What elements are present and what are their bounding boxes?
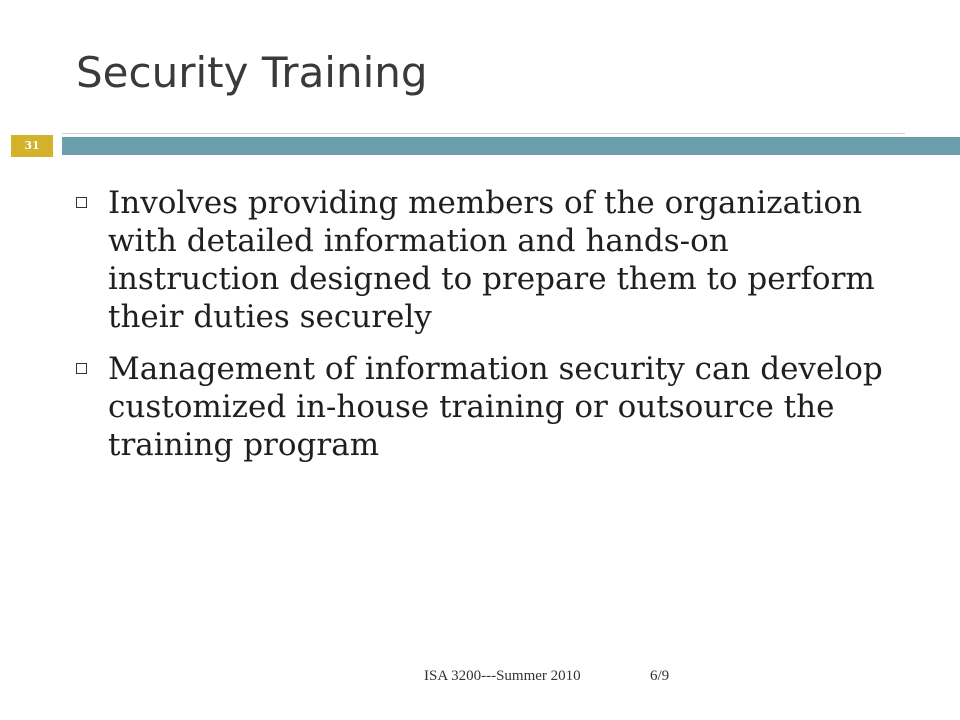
header-bar xyxy=(62,137,960,155)
bullet-item xyxy=(0,350,960,464)
footer-course: ISA 3200---Summer 2010 xyxy=(424,668,581,684)
footer-date: 6/9 xyxy=(650,668,670,684)
title-underline xyxy=(62,133,905,134)
bullet-text: Involves providing members of the organization with detailed information and hands-on instruction designed to prepare them to perform their duties securely xyxy=(108,185,875,335)
square-bullet-icon xyxy=(76,363,87,374)
bullet-item xyxy=(0,184,960,336)
slide-number-badge: 31 xyxy=(11,135,53,157)
slide-title: Security Training xyxy=(76,48,428,97)
square-bullet-icon xyxy=(76,197,87,208)
bullet-text: Management of information security can develop customized in-house training or outsource the training program xyxy=(108,351,883,463)
bullet-list xyxy=(0,184,960,478)
